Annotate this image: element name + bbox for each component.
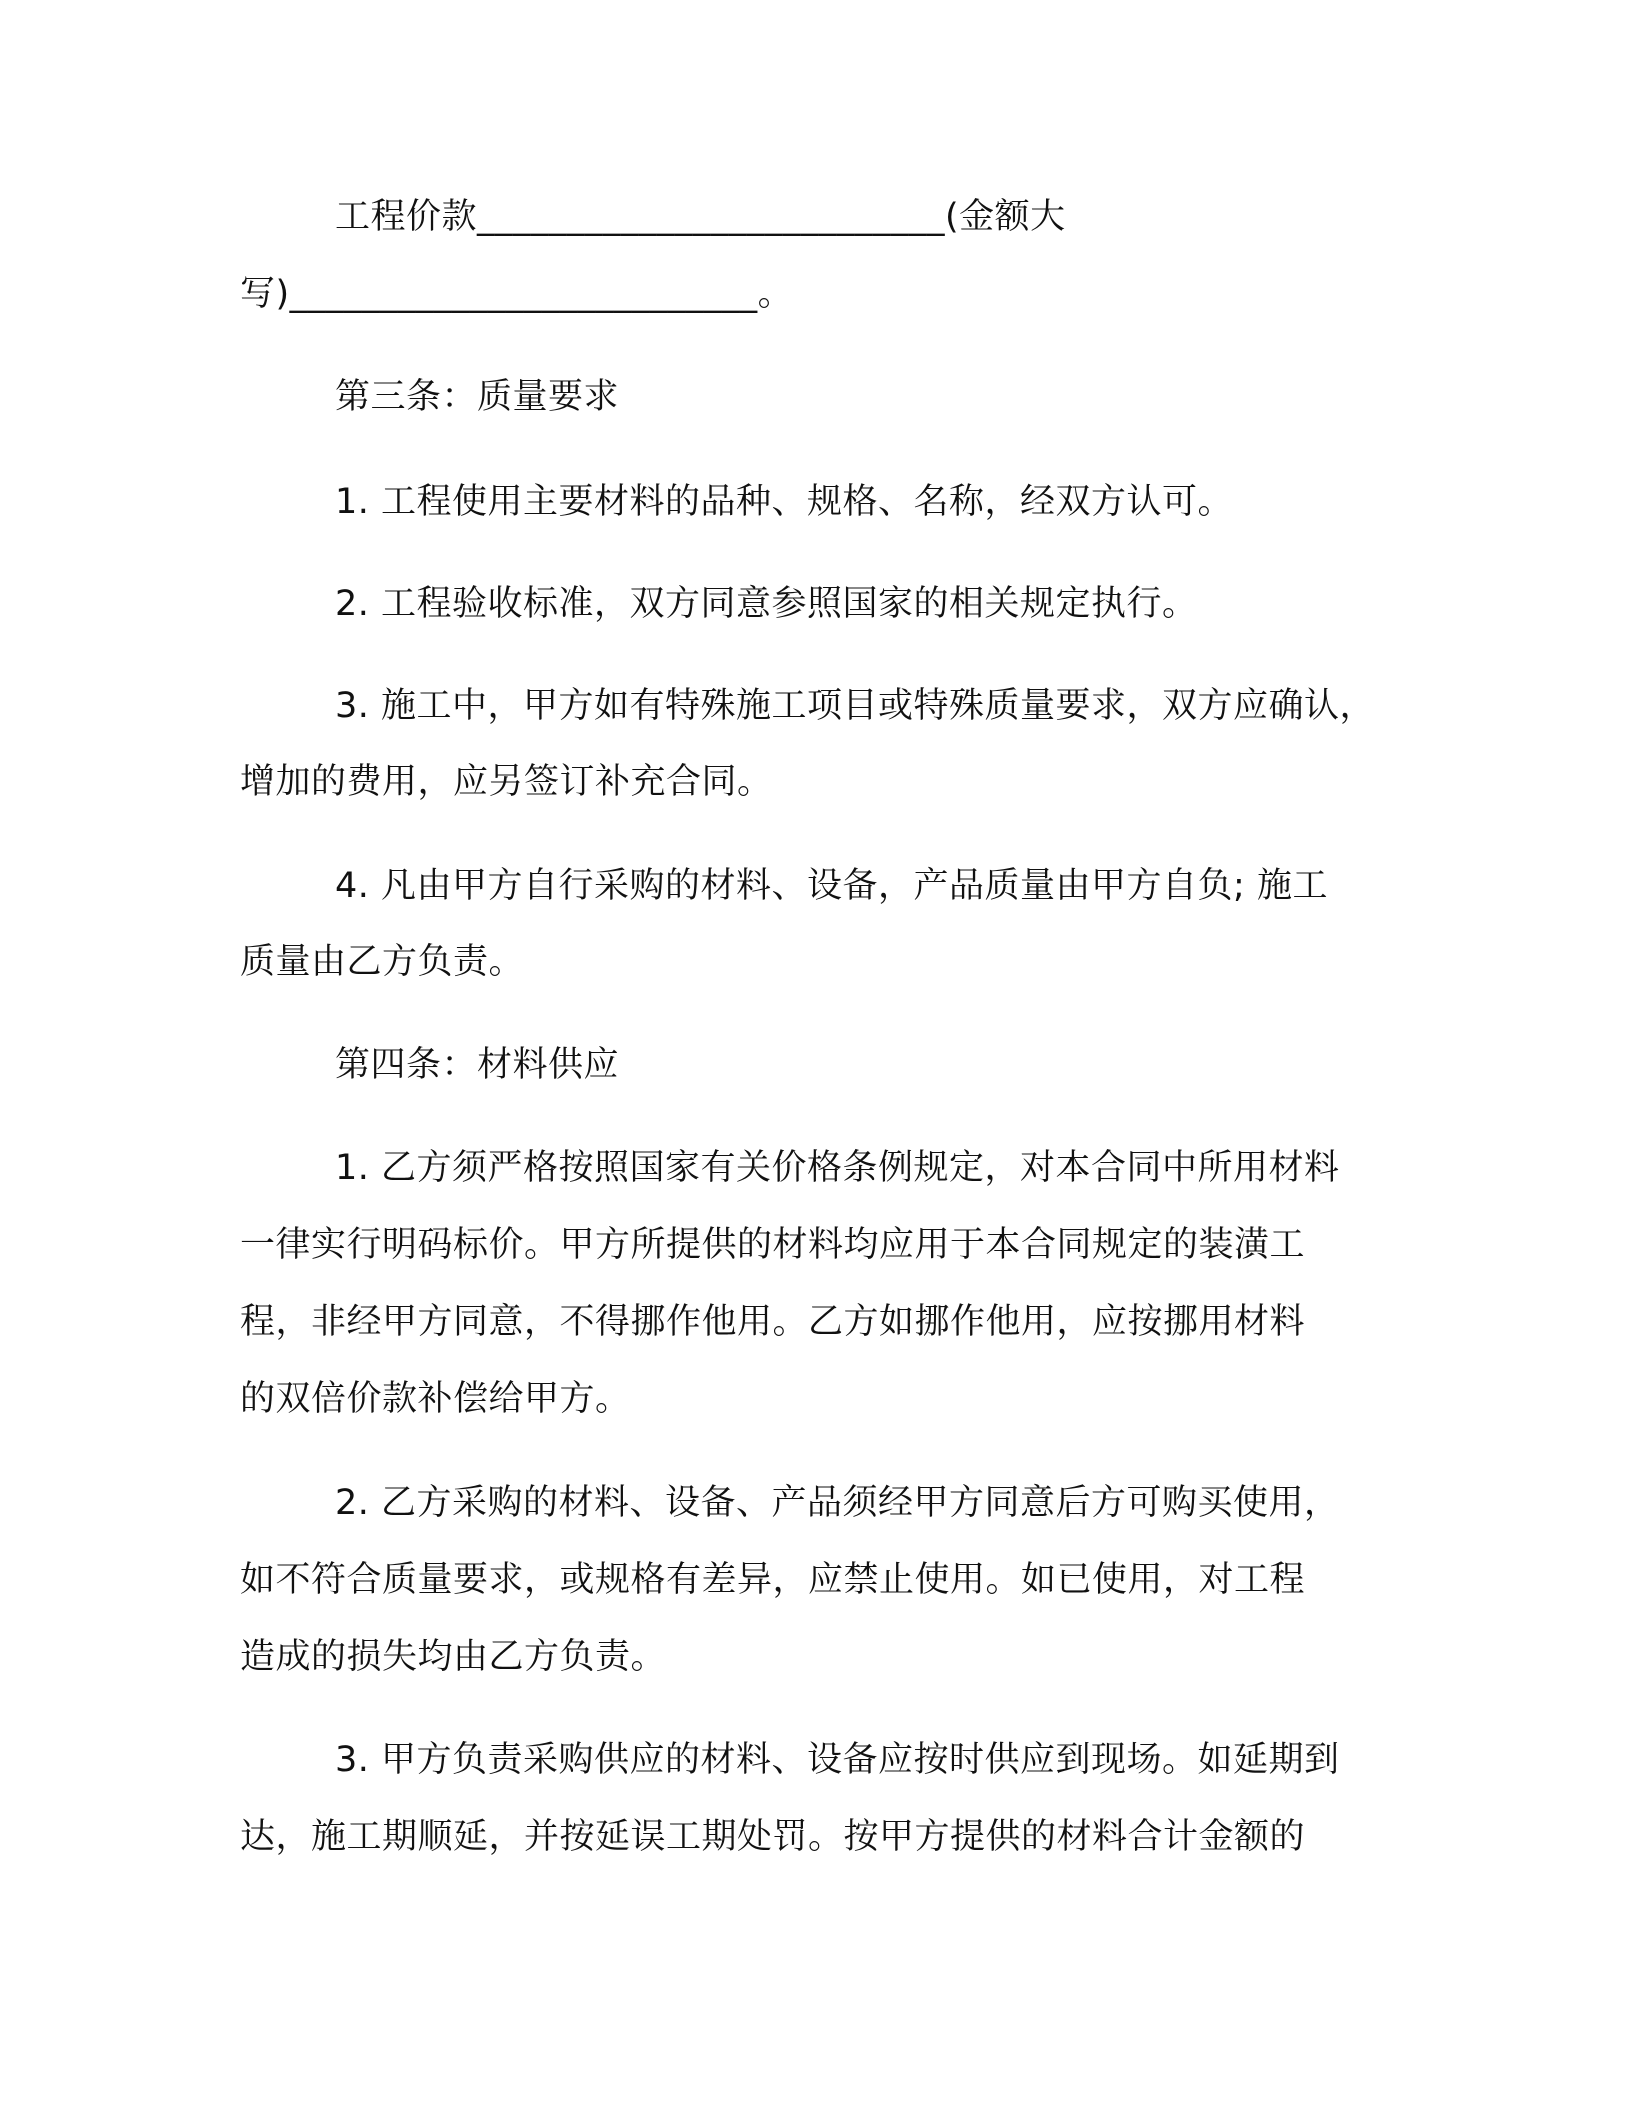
contract-price-line-continued: 写)__________________________。 (240, 274, 794, 314)
article-3-heading: 第三条：质量要求 (335, 377, 620, 417)
article-3-item-4: 4. 凡由甲方自行采购的材料、设备，产品质量由甲方自负; 施工 (335, 866, 1328, 906)
article-3-item-2: 2. 工程验收标准，双方同意参照国家的相关规定执行。 (335, 584, 1198, 624)
article-4-item-2-line-2: 如不符合质量要求，或规格有差异，应禁止使用。如已使用，对工程 (240, 1560, 1306, 1600)
article-4-item-3: 3. 甲方负责采购供应的材料、设备应按时供应到现场。如延期到 (335, 1740, 1340, 1780)
article-3-item-4-continued: 质量由乙方负责。 (240, 942, 525, 982)
article-3-item-1: 1. 工程使用主要材料的品种、规格、名称，经双方认可。 (335, 482, 1234, 522)
article-4-item-2-line-3: 造成的损失均由乙方负责。 (240, 1637, 667, 1677)
article-4-item-1-line-4: 的双倍价款补偿给甲方。 (240, 1379, 631, 1419)
article-4-item-2: 2. 乙方采购的材料、设备、产品须经甲方同意后方可购买使用， (335, 1483, 1340, 1523)
article-4-item-1-line-3: 程，非经甲方同意，不得挪作他用。乙方如挪作他用，应按挪用材料 (240, 1302, 1306, 1342)
article-3-item-3-continued: 增加的费用，应另签订补充合同。 (240, 762, 773, 802)
article-4-heading: 第四条：材料供应 (335, 1045, 620, 1085)
article-4-item-3-line-2: 达，施工期顺延，并按延误工期处罚。按甲方提供的材料合计金额的 (240, 1817, 1306, 1857)
contract-price-line: 工程价款__________________________(金额大 (335, 197, 1066, 237)
article-3-item-3: 3. 施工中，甲方如有特殊施工项目或特殊质量要求，双方应确认， (335, 686, 1376, 726)
article-4-item-1: 1. 乙方须严格按照国家有关价格条例规定，对本合同中所用材料 (335, 1148, 1340, 1188)
article-4-item-1-line-2: 一律实行明码标价。甲方所提供的材料均应用于本合同规定的装潢工 (240, 1225, 1306, 1265)
